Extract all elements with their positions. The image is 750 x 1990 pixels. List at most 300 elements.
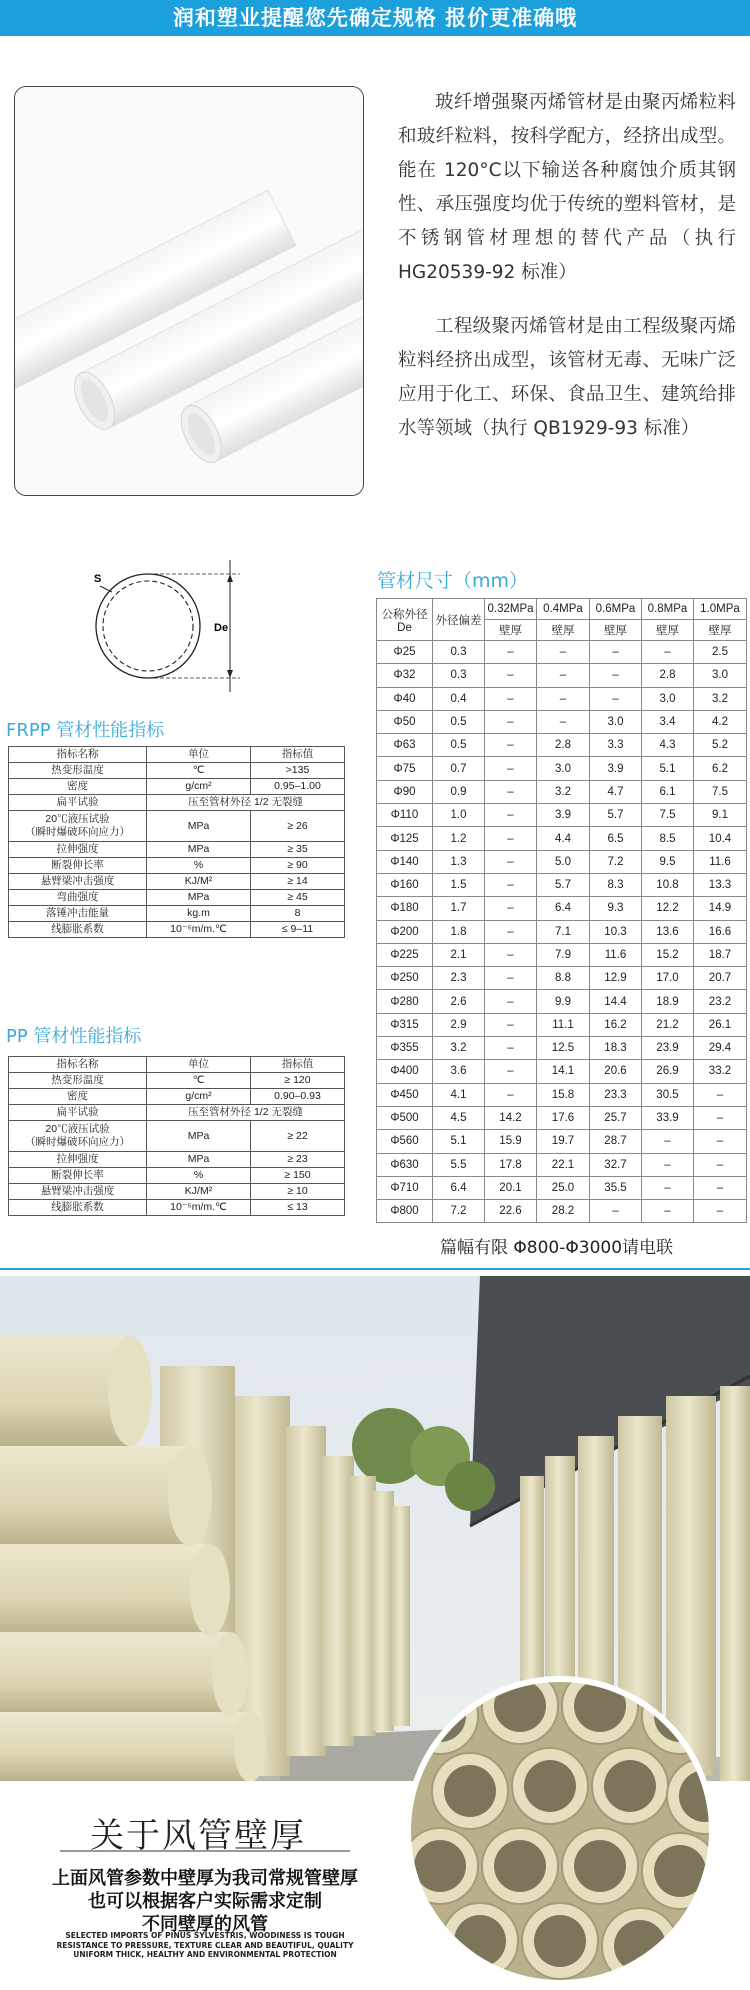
table-cell: 15.9 bbox=[485, 1130, 537, 1153]
table-cell: 21.2 bbox=[642, 1013, 694, 1036]
table-row bbox=[377, 967, 747, 990]
diagram-label-s: S bbox=[94, 573, 102, 585]
about-title: 关于风管壁厚 bbox=[90, 1816, 306, 1856]
table-cell: 33.9 bbox=[642, 1106, 694, 1129]
table-cell: Φ560 bbox=[377, 1130, 433, 1153]
frpp-spec-table bbox=[8, 746, 345, 938]
table-cell: KJ/M² bbox=[147, 1184, 251, 1200]
table-cell: 1.5 bbox=[433, 873, 485, 896]
table-cell: 1.3 bbox=[433, 850, 485, 873]
table-cell: 18.7 bbox=[694, 943, 747, 966]
table-cell: >135 bbox=[251, 763, 345, 779]
table-cell: ≥ 14 bbox=[251, 874, 345, 890]
table-cell: 26.9 bbox=[642, 1060, 694, 1083]
pipe-size-table bbox=[376, 598, 747, 1223]
table-cell: ℃ bbox=[147, 1073, 251, 1089]
table-cell: Φ110 bbox=[377, 804, 433, 827]
table-cell: 1.0 bbox=[433, 804, 485, 827]
table-cell: 8.5 bbox=[642, 827, 694, 850]
header-wall-thickness: 壁厚 bbox=[642, 620, 694, 641]
table-cell: 3.9 bbox=[590, 757, 642, 780]
table-cell: 17.0 bbox=[642, 967, 694, 990]
table-cell: – bbox=[642, 1153, 694, 1176]
table-cell: 13.6 bbox=[642, 920, 694, 943]
table-cell: 15.2 bbox=[642, 943, 694, 966]
table-cell: – bbox=[485, 710, 537, 733]
table-cell: 3.6 bbox=[433, 1060, 485, 1083]
table-cell: 弯曲强度 bbox=[9, 890, 147, 906]
header-wall-thickness: 壁厚 bbox=[485, 620, 537, 641]
top-banner: 润和塑业提醒您先确定规格 报价更准确哦 bbox=[0, 0, 750, 36]
table-cell: 6.2 bbox=[694, 757, 747, 780]
table-cell: Φ90 bbox=[377, 780, 433, 803]
table-cell: ≤ 9–11 bbox=[251, 922, 345, 938]
table-cell: 12.2 bbox=[642, 897, 694, 920]
table-cell: – bbox=[485, 780, 537, 803]
table-cell: 20.1 bbox=[485, 1176, 537, 1199]
table-cell: MPa bbox=[147, 890, 251, 906]
table-cell: 线膨胀系数 bbox=[9, 1200, 147, 1216]
table-cell: 4.4 bbox=[537, 827, 590, 850]
table-row bbox=[9, 1105, 345, 1121]
table-cell: 22.1 bbox=[537, 1153, 590, 1176]
table-cell: 11.1 bbox=[537, 1013, 590, 1036]
table-cell: – bbox=[642, 641, 694, 664]
table-row bbox=[377, 1200, 747, 1223]
table-cell: – bbox=[694, 1083, 747, 1106]
table-cell: 10.4 bbox=[694, 827, 747, 850]
header-cell: 指标值 bbox=[251, 747, 345, 763]
table-cell: 热变形温度 bbox=[9, 763, 147, 779]
table-cell: 14.1 bbox=[537, 1060, 590, 1083]
table-cell: 9.5 bbox=[642, 850, 694, 873]
table-cell: 7.2 bbox=[590, 850, 642, 873]
table-cell: 0.95–1.00 bbox=[251, 779, 345, 795]
table-cell: ≥ 26 bbox=[251, 811, 345, 842]
table-cell: – bbox=[694, 1153, 747, 1176]
table-cell: 19.7 bbox=[537, 1130, 590, 1153]
table-row bbox=[377, 897, 747, 920]
table-cell: 2.5 bbox=[694, 641, 747, 664]
table-cell: KJ/M² bbox=[147, 874, 251, 890]
table-cell: 20℃液压试验 （瞬时爆破环向应力） bbox=[9, 811, 147, 842]
table-cell: ≥ 35 bbox=[251, 842, 345, 858]
table-cell: – bbox=[485, 734, 537, 757]
table-row bbox=[9, 874, 345, 890]
table-cell: 0.5 bbox=[433, 734, 485, 757]
table-cell: – bbox=[694, 1106, 747, 1129]
table-cell: – bbox=[485, 990, 537, 1013]
table-cell: 2.9 bbox=[433, 1013, 485, 1036]
table-cell: Φ800 bbox=[377, 1200, 433, 1223]
table-cell: 13.3 bbox=[694, 873, 747, 896]
table-cell: 4.2 bbox=[694, 710, 747, 733]
pp-title: PP 管材性能指标 bbox=[6, 1026, 142, 1047]
table-cell: 密度 bbox=[9, 779, 147, 795]
table-cell: Φ200 bbox=[377, 920, 433, 943]
white-pipes-illustration bbox=[15, 87, 363, 495]
table-row bbox=[9, 890, 345, 906]
table-row bbox=[377, 1083, 747, 1106]
table-cell: g/cm² bbox=[147, 1089, 251, 1105]
table-cell: 0.90–0.93 bbox=[251, 1089, 345, 1105]
table-row bbox=[377, 780, 747, 803]
table-cell: 29.4 bbox=[694, 1037, 747, 1060]
table-cell: 5.0 bbox=[537, 850, 590, 873]
table-cell: 线膨胀系数 bbox=[9, 922, 147, 938]
table-cell: ≥ 120 bbox=[251, 1073, 345, 1089]
table-cell: 3.0 bbox=[694, 664, 747, 687]
table-cell: 落锤冲击能量 bbox=[9, 906, 147, 922]
table-cell: 25.0 bbox=[537, 1176, 590, 1199]
header-pressure: 1.0MPa bbox=[694, 599, 747, 620]
table-cell: Φ63 bbox=[377, 734, 433, 757]
table-cell: ≤ 13 bbox=[251, 1200, 345, 1216]
table-row bbox=[377, 920, 747, 943]
table-cell: Φ180 bbox=[377, 897, 433, 920]
table-cell: MPa bbox=[147, 842, 251, 858]
table-cell: 33.2 bbox=[694, 1060, 747, 1083]
table-cell: 26.1 bbox=[694, 1013, 747, 1036]
table-cell: 17.8 bbox=[485, 1153, 537, 1176]
header-wall-thickness: 壁厚 bbox=[590, 620, 642, 641]
table-cell: 6.4 bbox=[433, 1176, 485, 1199]
section-divider bbox=[0, 1268, 750, 1270]
table-cell: 23.3 bbox=[590, 1083, 642, 1106]
table-cell: – bbox=[537, 664, 590, 687]
table-cell: – bbox=[485, 641, 537, 664]
table-row bbox=[377, 827, 747, 850]
table-cell: ≥ 23 bbox=[251, 1152, 345, 1168]
table-cell: 压至管材外径 1/2 无裂缝 bbox=[147, 795, 345, 811]
table-cell: 14.4 bbox=[590, 990, 642, 1013]
table-cell: 6.4 bbox=[537, 897, 590, 920]
table-cell: % bbox=[147, 858, 251, 874]
table-cell: 扁平试验 bbox=[9, 1105, 147, 1121]
table-cell: 5.1 bbox=[642, 757, 694, 780]
table-cell: ≥ 90 bbox=[251, 858, 345, 874]
table-cell: 17.6 bbox=[537, 1106, 590, 1129]
table-cell: 悬臂梁冲击强度 bbox=[9, 874, 147, 890]
table-header-row bbox=[9, 1057, 345, 1073]
table-cell: – bbox=[485, 1037, 537, 1060]
table-cell: – bbox=[485, 943, 537, 966]
table-cell: 15.8 bbox=[537, 1083, 590, 1106]
table-cell: – bbox=[694, 1200, 747, 1223]
table-cell: 1.2 bbox=[433, 827, 485, 850]
table-cell: Φ160 bbox=[377, 873, 433, 896]
table-cell: 10.3 bbox=[590, 920, 642, 943]
table-row bbox=[9, 906, 345, 922]
table-row bbox=[377, 641, 747, 664]
table-cell: 6.5 bbox=[590, 827, 642, 850]
table-cell: Φ25 bbox=[377, 641, 433, 664]
header-deviation: 外径偏差 bbox=[433, 599, 485, 641]
table-cell: Φ355 bbox=[377, 1037, 433, 1060]
diagram-label-de: De bbox=[214, 622, 229, 634]
table-cell: 8 bbox=[251, 906, 345, 922]
table-cell: 3.2 bbox=[537, 780, 590, 803]
table-cell: 18.9 bbox=[642, 990, 694, 1013]
table-cell: g/cm² bbox=[147, 779, 251, 795]
table-row bbox=[9, 779, 345, 795]
table-cell: 7.9 bbox=[537, 943, 590, 966]
table-cell: – bbox=[485, 897, 537, 920]
table-row bbox=[377, 757, 747, 780]
table-row bbox=[377, 734, 747, 757]
table-cell: 3.2 bbox=[694, 687, 747, 710]
frpp-title: FRPP 管材性能指标 bbox=[6, 720, 165, 741]
product-image-card bbox=[14, 86, 364, 496]
table-cell: 14.2 bbox=[485, 1106, 537, 1129]
table-cell: 悬臂梁冲击强度 bbox=[9, 1184, 147, 1200]
table-cell: Φ125 bbox=[377, 827, 433, 850]
table-cell: ℃ bbox=[147, 763, 251, 779]
table-cell: 压至管材外径 1/2 无裂缝 bbox=[147, 1105, 345, 1121]
table-row bbox=[377, 664, 747, 687]
table-cell: 4.7 bbox=[590, 780, 642, 803]
table-row bbox=[377, 943, 747, 966]
table-cell: – bbox=[590, 687, 642, 710]
table-row bbox=[377, 1106, 747, 1129]
table-cell: 拉伸强度 bbox=[9, 1152, 147, 1168]
table-cell: 1.8 bbox=[433, 920, 485, 943]
header-pressure: 0.8MPa bbox=[642, 599, 694, 620]
table-cell: 10⁻⁵m/m.℃ bbox=[147, 1200, 251, 1216]
table-cell: Φ710 bbox=[377, 1176, 433, 1199]
table-cell: Φ500 bbox=[377, 1106, 433, 1129]
table-row bbox=[377, 850, 747, 873]
table-cell: 3.4 bbox=[642, 710, 694, 733]
table-cell: – bbox=[694, 1176, 747, 1199]
table-cell: – bbox=[590, 664, 642, 687]
table-cell: 28.7 bbox=[590, 1130, 642, 1153]
table-cell: – bbox=[590, 641, 642, 664]
table-cell: 5.2 bbox=[694, 734, 747, 757]
table-cell: 16.2 bbox=[590, 1013, 642, 1036]
table-cell: 2.6 bbox=[433, 990, 485, 1013]
table-cell: – bbox=[642, 1200, 694, 1223]
table-cell: 7.5 bbox=[694, 780, 747, 803]
pp-spec-table bbox=[8, 1056, 345, 1216]
table-cell: 28.2 bbox=[537, 1200, 590, 1223]
table-cell: Φ400 bbox=[377, 1060, 433, 1083]
table-cell: 3.0 bbox=[642, 687, 694, 710]
table-cell: 9.3 bbox=[590, 897, 642, 920]
table-cell: 9.9 bbox=[537, 990, 590, 1013]
table-cell: 6.1 bbox=[642, 780, 694, 803]
table-cell: Φ40 bbox=[377, 687, 433, 710]
table-row bbox=[377, 687, 747, 710]
table-cell: Φ315 bbox=[377, 1013, 433, 1036]
table-cell: – bbox=[485, 967, 537, 990]
table-cell: 14.9 bbox=[694, 897, 747, 920]
table-cell: Φ140 bbox=[377, 850, 433, 873]
table-cell: 热变形温度 bbox=[9, 1073, 147, 1089]
table-cell: – bbox=[642, 1130, 694, 1153]
table-cell: – bbox=[485, 687, 537, 710]
header-cell: 指标名称 bbox=[9, 1057, 147, 1073]
table-cell: kg.m bbox=[147, 906, 251, 922]
table-cell: 35.5 bbox=[590, 1176, 642, 1199]
table-cell: – bbox=[485, 1013, 537, 1036]
table-row bbox=[9, 1184, 345, 1200]
table-cell: – bbox=[485, 827, 537, 850]
table-cell: – bbox=[485, 1083, 537, 1106]
table-row bbox=[377, 710, 747, 733]
table-row bbox=[9, 811, 345, 842]
table-cell: 23.9 bbox=[642, 1037, 694, 1060]
table-cell: 0.9 bbox=[433, 780, 485, 803]
table-cell: 0.4 bbox=[433, 687, 485, 710]
table-row bbox=[9, 1168, 345, 1184]
table-cell: 4.5 bbox=[433, 1106, 485, 1129]
table-cell: – bbox=[590, 1200, 642, 1223]
table-cell: – bbox=[485, 757, 537, 780]
table-cell: 2.1 bbox=[433, 943, 485, 966]
header-cell: 指标值 bbox=[251, 1057, 345, 1073]
header-cell: 指标名称 bbox=[9, 747, 147, 763]
table-cell: 8.3 bbox=[590, 873, 642, 896]
table-cell: 3.0 bbox=[537, 757, 590, 780]
table-cell: – bbox=[485, 664, 537, 687]
table-row bbox=[377, 1037, 747, 1060]
table-cell: – bbox=[537, 641, 590, 664]
table-header-row bbox=[377, 599, 747, 620]
table-cell: 3.3 bbox=[590, 734, 642, 757]
table-header-row bbox=[9, 747, 345, 763]
about-line-1: 上面风管参数中壁厚为我司常规管壁厚 bbox=[52, 1868, 358, 1889]
table-cell: 断裂伸长率 bbox=[9, 1168, 147, 1184]
table-row bbox=[377, 804, 747, 827]
table-cell: 20.6 bbox=[590, 1060, 642, 1083]
table-row bbox=[9, 795, 345, 811]
table-cell: 0.3 bbox=[433, 641, 485, 664]
table-cell: – bbox=[485, 850, 537, 873]
table-cell: Φ450 bbox=[377, 1083, 433, 1106]
table-cell: 7.5 bbox=[642, 804, 694, 827]
table-cell: 9.1 bbox=[694, 804, 747, 827]
table-cell: 5.7 bbox=[537, 873, 590, 896]
table-row bbox=[9, 1152, 345, 1168]
header-nominal-diameter: 公称外径 De bbox=[377, 599, 433, 641]
pipe-cross-section-diagram bbox=[90, 556, 250, 692]
size-table-title: 管材尺寸（mm） bbox=[377, 570, 529, 592]
table-cell: – bbox=[485, 873, 537, 896]
table-row bbox=[9, 1089, 345, 1105]
header-pressure: 0.6MPa bbox=[590, 599, 642, 620]
table-cell: Φ225 bbox=[377, 943, 433, 966]
header-pressure: 0.32MPa bbox=[485, 599, 537, 620]
table-cell: ≥ 150 bbox=[251, 1168, 345, 1184]
table-cell: 20℃液压试验 （瞬时爆破环向应力） bbox=[9, 1121, 147, 1152]
table-cell: MPa bbox=[147, 811, 251, 842]
table-cell: 2.8 bbox=[642, 664, 694, 687]
table-cell: 30.5 bbox=[642, 1083, 694, 1106]
table-cell: 11.6 bbox=[590, 943, 642, 966]
table-cell: 10⁻⁵m/m.℃ bbox=[147, 922, 251, 938]
table-cell: 4.3 bbox=[642, 734, 694, 757]
table-cell: 5.7 bbox=[590, 804, 642, 827]
table-cell: 3.9 bbox=[537, 804, 590, 827]
table-cell: ≥ 22 bbox=[251, 1121, 345, 1152]
intro-paragraph-pp: 工程级聚丙烯管材是由工程级聚丙烯粒料经挤出成型，该管材无毒、无味广泛应用于化工、环保、食品卫生、建筑给排水等领域（执行 QB1929-93 标准） bbox=[398, 316, 736, 439]
table-row bbox=[377, 1130, 747, 1153]
table-row bbox=[9, 922, 345, 938]
size-footnote: 篇幅有限 Φ800-Φ3000请电联 bbox=[440, 1238, 674, 1258]
table-cell: % bbox=[147, 1168, 251, 1184]
table-cell: 0.3 bbox=[433, 664, 485, 687]
table-cell: ≥ 45 bbox=[251, 890, 345, 906]
table-row bbox=[377, 1176, 747, 1199]
table-cell: 7.1 bbox=[537, 920, 590, 943]
table-cell: 4.1 bbox=[433, 1083, 485, 1106]
intro-paragraph-frpp: 玻纤增强聚丙烯管材是由聚丙烯粒料和玻纤粒料，按科学配方，经挤出成型。能在 120°C以下输送各种腐蚀介质其钢性、承压强度均优于传统的塑料管材，是不锈钢管材理想的替代产品（执行 HG20539-92 标准） bbox=[398, 92, 736, 283]
table-cell: Φ280 bbox=[377, 990, 433, 1013]
table-cell: MPa bbox=[147, 1121, 251, 1152]
table-row bbox=[377, 873, 747, 896]
table-cell: 2.8 bbox=[537, 734, 590, 757]
table-cell: 11.6 bbox=[694, 850, 747, 873]
table-cell: 18.3 bbox=[590, 1037, 642, 1060]
table-cell: Φ250 bbox=[377, 967, 433, 990]
header-pressure: 0.4MPa bbox=[537, 599, 590, 620]
table-cell: 10.8 bbox=[642, 873, 694, 896]
table-cell: 7.2 bbox=[433, 1200, 485, 1223]
table-cell: 2.3 bbox=[433, 967, 485, 990]
table-cell: 扁平试验 bbox=[9, 795, 147, 811]
table-cell: – bbox=[485, 804, 537, 827]
table-cell: 32.7 bbox=[590, 1153, 642, 1176]
table-row bbox=[377, 1013, 747, 1036]
table-cell: – bbox=[485, 920, 537, 943]
table-cell: – bbox=[485, 1060, 537, 1083]
table-cell: 3.0 bbox=[590, 710, 642, 733]
table-cell: – bbox=[537, 710, 590, 733]
table-cell: Φ630 bbox=[377, 1153, 433, 1176]
table-cell: 0.7 bbox=[433, 757, 485, 780]
table-cell: 5.1 bbox=[433, 1130, 485, 1153]
table-cell: 5.5 bbox=[433, 1153, 485, 1176]
table-cell: Φ50 bbox=[377, 710, 433, 733]
table-row bbox=[377, 1153, 747, 1176]
table-cell: 12.5 bbox=[537, 1037, 590, 1060]
table-cell: – bbox=[642, 1176, 694, 1199]
about-line-3: 不同壁厚的风管 bbox=[142, 1914, 268, 1935]
table-row bbox=[9, 842, 345, 858]
table-cell: 20.7 bbox=[694, 967, 747, 990]
table-row bbox=[377, 990, 747, 1013]
table-row bbox=[9, 763, 345, 779]
table-cell: Φ32 bbox=[377, 664, 433, 687]
table-row bbox=[9, 1073, 345, 1089]
header-wall-thickness: 壁厚 bbox=[537, 620, 590, 641]
table-row bbox=[9, 1121, 345, 1152]
table-cell: 25.7 bbox=[590, 1106, 642, 1129]
table-cell: 3.2 bbox=[433, 1037, 485, 1060]
table-cell: 1.7 bbox=[433, 897, 485, 920]
table-cell: – bbox=[694, 1130, 747, 1153]
table-cell: 密度 bbox=[9, 1089, 147, 1105]
table-row bbox=[9, 858, 345, 874]
header-cell: 单位 bbox=[147, 1057, 251, 1073]
table-cell: 22.6 bbox=[485, 1200, 537, 1223]
header-cell: 单位 bbox=[147, 747, 251, 763]
table-cell: 23.2 bbox=[694, 990, 747, 1013]
table-cell: 16.6 bbox=[694, 920, 747, 943]
table-cell: 0.5 bbox=[433, 710, 485, 733]
about-line-2: 也可以根据客户实际需求定制 bbox=[88, 1891, 322, 1912]
